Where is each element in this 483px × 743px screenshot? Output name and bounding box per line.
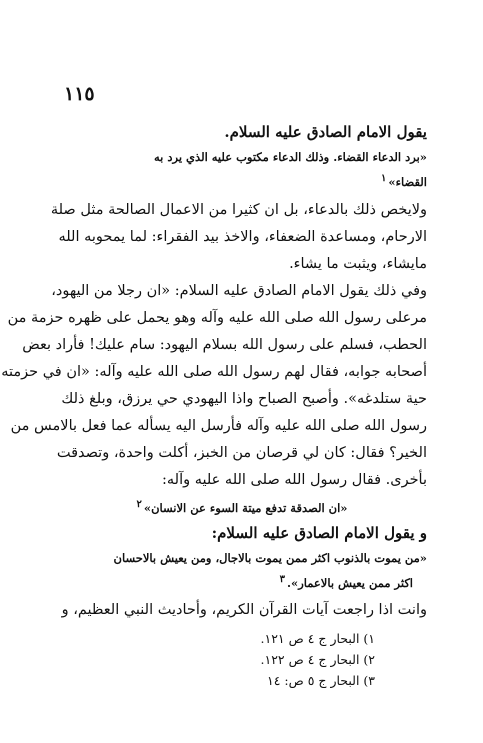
quote-3-end: اكثر ممن يعيش بالاعمار». [287, 575, 413, 590]
para-1-line-1: ولايخص ذلك بالدعاء، بل ان كثيرا من الاعمال الصالحة مثل صلة [50, 201, 427, 218]
footnote-2: ٢) البحار ج ٤ ص ١٢٢. [260, 652, 375, 667]
para-2-line-2: مرعلى رسول الله صلى الله عليه وآله وهو يحمل على ظهره حزمة من [7, 309, 427, 326]
quote-2-text: «ان الصدقة تدفع ميتة السوء عن الانسان» [143, 500, 348, 515]
para-2-line-5: حية ستلدغه». وأصبح الصباح واذا اليهودي حي يرزق، وبلغ ذلك [61, 390, 427, 407]
heading-imam-saying-2: و يقول الامام الصادق عليه السلام: [211, 523, 427, 542]
para-1-line-2: الارحام، ومساعدة الضعفاء، والاخذ بيد الفقراء: لما يمحوبه الله [58, 228, 427, 245]
footnotes [175, 628, 375, 691]
footnote-ref-3: ٣ [279, 573, 286, 585]
page-body [1, 118, 427, 624]
para-2-line-8: بأخرى. فقال رسول الله صلى الله عليه وآله: [162, 471, 427, 488]
footnote-1: ١) البحار ج ٤ ص ١٢١. [260, 631, 375, 646]
para-2-line-4: أصحابه جوابه، فقال لهم رسول الله صلى الله عليه وآله: «ان في حزمته [1, 363, 427, 380]
para-2-line-6: رسول الله صلى الله عليه وآله فأرسل اليه يسأله عما فعل بالامس من [10, 417, 427, 434]
para-2-line-1: وفي ذلك يقول الامام الصادق عليه السلام: «ان رجلا من اليهود، [51, 282, 427, 299]
footnote-3: ٣) البحار ج ٥ ص: ١٤ [267, 673, 375, 688]
quote-2 [57, 494, 427, 519]
para-3-line-1: وانت اذا راجعت آيات القرآن الكريم، وأحاديث النبي العظيم، و [61, 602, 427, 619]
footnote-ref-1: ١ [381, 173, 387, 184]
quote-1-line-2 [57, 168, 427, 193]
para-2-line-3: الحطب، فسلم على رسول الله بسلام اليهود: سام عليك! فأراد بعض [22, 336, 427, 353]
para-1-line-3: مايشاء، ويثبت ما يشاء. [289, 255, 427, 272]
footnote-ref-2: ٢ [136, 498, 142, 510]
quote-3-line-2 [57, 569, 427, 594]
quote-3-line-1: «من يموت بالذنوب اكثر ممن يموت بالاجال، ومن يعيش بالاحسان [113, 550, 427, 565]
quote-1-line-1: «برد الدعاء القضاء. وذلك الدعاء مكتوب عليه الذي يرد به [153, 150, 427, 164]
heading-imam-saying-1: يقول الامام الصادق عليه السلام. [224, 123, 427, 141]
page-number: ١١٥ [64, 83, 95, 105]
quote-1-end: القضاء» [388, 174, 427, 189]
para-2-line-7: الخير؟ فقال: كان لي قرصان من الخبز، أكلت واحدة، وتصدقت [56, 444, 427, 461]
